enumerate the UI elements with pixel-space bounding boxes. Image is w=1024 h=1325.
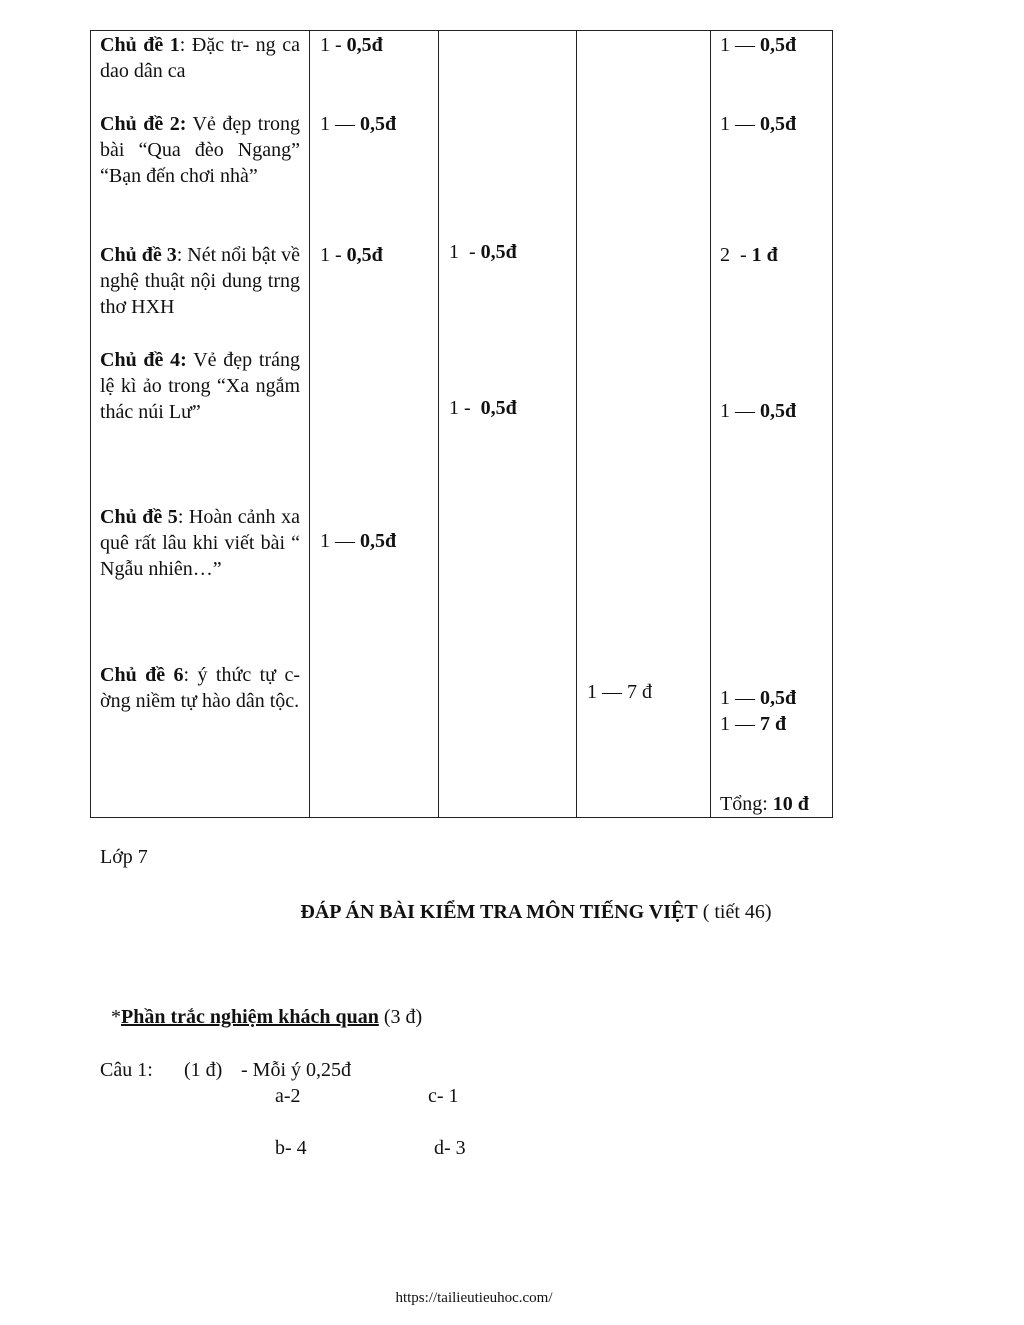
table-border-top	[90, 30, 833, 31]
col5-entry-2: 1 — 0,5đ	[720, 113, 797, 135]
answer-title: ĐÁP ÁN BÀI KIỂM TRA MÔN TIẾNG VIỆT ( tiết 46)	[300, 901, 772, 923]
footer-url[interactable]: https://tailieutieuhoc.com/	[395, 1290, 553, 1306]
table-border-bottom	[90, 817, 833, 818]
question-1-points: (1 đ)	[184, 1059, 223, 1081]
col3-entry-2: 1 - 0,5đ	[449, 397, 517, 419]
topic-4: Chủ đề 4: Vẻ đẹp tráng lệ kì ảo trong “Xa ngắm thác núi Lư”	[100, 349, 300, 423]
table-border-right	[832, 30, 833, 818]
answer-a: a-2	[275, 1085, 301, 1107]
answer-d: d- 3	[434, 1137, 466, 1159]
question-1-note: - Mỗi ý 0,25đ	[241, 1059, 351, 1081]
col2-entry-3: 1 - 0,5đ	[320, 244, 383, 266]
col2-entry-2: 1 — 0,5đ	[320, 113, 397, 135]
topic-3: Chủ đề 3: Nét nổi bật về nghệ thuật nội dung trng thơ HXH	[100, 244, 301, 318]
col2-entry-4: 1 — 0,5đ	[320, 530, 397, 552]
col3-entry-1: 1 - 0,5đ	[449, 241, 517, 263]
col5-entry-6: 1 — 7 đ	[720, 713, 787, 735]
col5-entry-3: 2 - 1 đ	[720, 244, 778, 266]
table-total: Tổng: 10 đ	[720, 793, 809, 815]
col4-entry-1: 1 — 7 đ	[587, 681, 652, 703]
topic-2: Chủ đề 2: Vẻ đẹp trong bài “Qua đèo Ngang” “Bạn đến chơi nhà”	[100, 113, 300, 187]
answer-c: c- 1	[428, 1085, 459, 1107]
question-1-label: Câu 1:	[100, 1059, 153, 1081]
section-heading: *Phần trắc nghiệm khách quan (3 đ)	[111, 1006, 423, 1028]
answer-b: b- 4	[275, 1137, 307, 1159]
table-divider-2	[438, 30, 439, 818]
col2-entry-1: 1 - 0,5đ	[320, 34, 383, 56]
table-border-left	[90, 30, 91, 818]
table-divider-4	[710, 30, 711, 818]
topic-6: Chủ đề 6: ý thức tự c- ờng niềm tự hào dân tộc.	[100, 664, 300, 712]
table-divider-1	[309, 30, 310, 818]
grade-label: Lớp 7	[100, 846, 148, 868]
topic-5: Chủ đề 5: Hoàn cảnh xa quê rất lâu khi viết bài “ Ngẫu nhiên…”	[100, 506, 300, 580]
col5-entry-1: 1 — 0,5đ	[720, 34, 797, 56]
col5-entry-5: 1 — 0,5đ	[720, 687, 797, 709]
table-divider-3	[576, 30, 577, 818]
topic-1: Chủ đề 1: Đặc tr- ng ca dao dân ca	[100, 34, 300, 82]
col5-entry-4: 1 — 0,5đ	[720, 400, 797, 422]
